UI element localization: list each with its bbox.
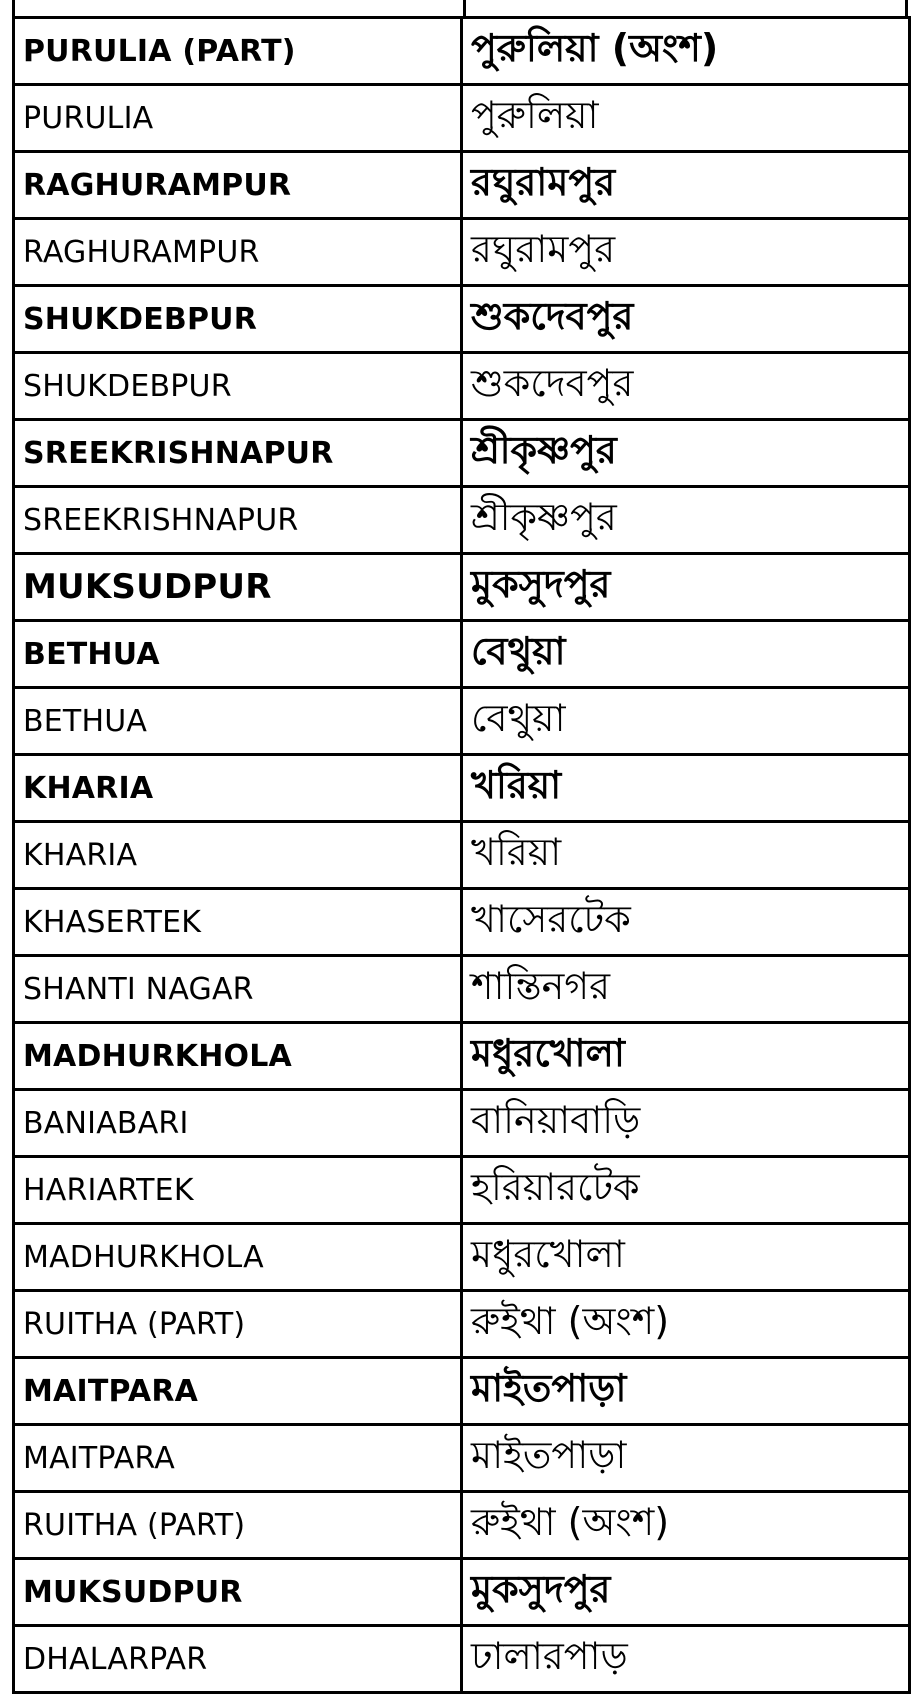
table-row [14,956,910,1023]
table-row [14,688,910,755]
table-row [14,1358,910,1425]
table-row [14,755,910,822]
table-row [14,286,910,353]
bengali-name-cell: মধুরখোলা [462,1023,910,1090]
bengali-name-cell: রুইথা (অংশ) [462,1291,910,1358]
bengali-name-cell: খরিয়া [462,755,910,822]
english-name-cell: KHARIA [14,822,462,889]
table-row [14,487,910,554]
english-name-cell: RUITHA (PART) [14,1492,462,1559]
english-name-cell: SREEKRISHNAPUR [14,487,462,554]
bengali-name-cell: রঘুরামপুর [462,219,910,286]
english-name-cell: PURULIA [14,85,462,152]
table-row [14,1023,910,1090]
bengali-name-cell: রঘুরামপুর [462,152,910,219]
english-name-cell: KHARIA [14,755,462,822]
bengali-name-cell: মাইতপাড়া [462,1425,910,1492]
table-row [14,1291,910,1358]
bengali-name-cell: খাসেরটেক [462,889,910,956]
table-row [14,353,910,420]
english-name-cell: RAGHURAMPUR [14,152,462,219]
table-row [14,152,910,219]
english-name-cell: DHALARPAR [14,1626,462,1693]
table-row [14,1626,910,1693]
english-name-cell: KHASERTEK [14,889,462,956]
bengali-name-cell: মাইতপাড়া [462,1358,910,1425]
table-row [14,822,910,889]
english-name-cell: SHUKDEBPUR [14,286,462,353]
english-name-cell: PURULIA (PART) [14,18,462,85]
place-names-table [12,16,911,1694]
bengali-name-cell: শ্রীকৃষ্ণপুর [462,487,910,554]
table-row [14,1492,910,1559]
column-divider [463,0,466,16]
table-row [14,889,910,956]
place-names-body [14,18,910,1693]
table-row [14,420,910,487]
table-row [14,554,910,621]
bengali-name-cell: মুকসুদপুর [462,554,910,621]
bengali-name-cell: ঢালারপাড় [462,1626,910,1693]
bengali-name-cell: শ্রীকৃষ্ণপুর [462,420,910,487]
english-name-cell: RAGHURAMPUR [14,219,462,286]
english-name-cell: SHANTI NAGAR [14,956,462,1023]
bengali-name-cell: পুরুলিয়া [462,85,910,152]
english-name-cell: MAITPARA [14,1358,462,1425]
english-name-cell: BANIABARI [14,1090,462,1157]
table-row [14,1090,910,1157]
bengali-name-cell: শান্তিনগর [462,956,910,1023]
english-name-cell: RUITHA (PART) [14,1291,462,1358]
table-row [14,1559,910,1626]
table-row [14,1425,910,1492]
table-row [14,18,910,85]
table-row [14,219,910,286]
english-name-cell: MADHURKHOLA [14,1023,462,1090]
english-name-cell: SREEKRISHNAPUR [14,420,462,487]
table-row [14,85,910,152]
bengali-name-cell: শুকদেবপুর [462,353,910,420]
english-name-cell: MUKSUDPUR [14,554,462,621]
bengali-name-cell: শুকদেবপুর [462,286,910,353]
table-row [14,1224,910,1291]
bengali-name-cell: বানিয়াবাড়ি [462,1090,910,1157]
english-name-cell: BETHUA [14,688,462,755]
bengali-name-cell: হরিয়ারটেক [462,1157,910,1224]
english-name-cell: MUKSUDPUR [14,1559,462,1626]
bengali-name-cell: রুইথা (অংশ) [462,1492,910,1559]
bengali-name-cell: খরিয়া [462,822,910,889]
english-name-cell: MADHURKHOLA [14,1224,462,1291]
english-name-cell: SHUKDEBPUR [14,353,462,420]
bengali-name-cell: পুরুলিয়া (অংশ) [462,18,910,85]
bengali-name-cell: মুকসুদপুর [462,1559,910,1626]
table-top-edge [12,0,908,16]
english-name-cell: BETHUA [14,621,462,688]
table-row [14,621,910,688]
bengali-name-cell: বেথুয়া [462,688,910,755]
english-name-cell: MAITPARA [14,1425,462,1492]
bengali-name-cell: মধুরখোলা [462,1224,910,1291]
table-row [14,1157,910,1224]
english-name-cell: HARIARTEK [14,1157,462,1224]
bengali-name-cell: বেথুয়া [462,621,910,688]
